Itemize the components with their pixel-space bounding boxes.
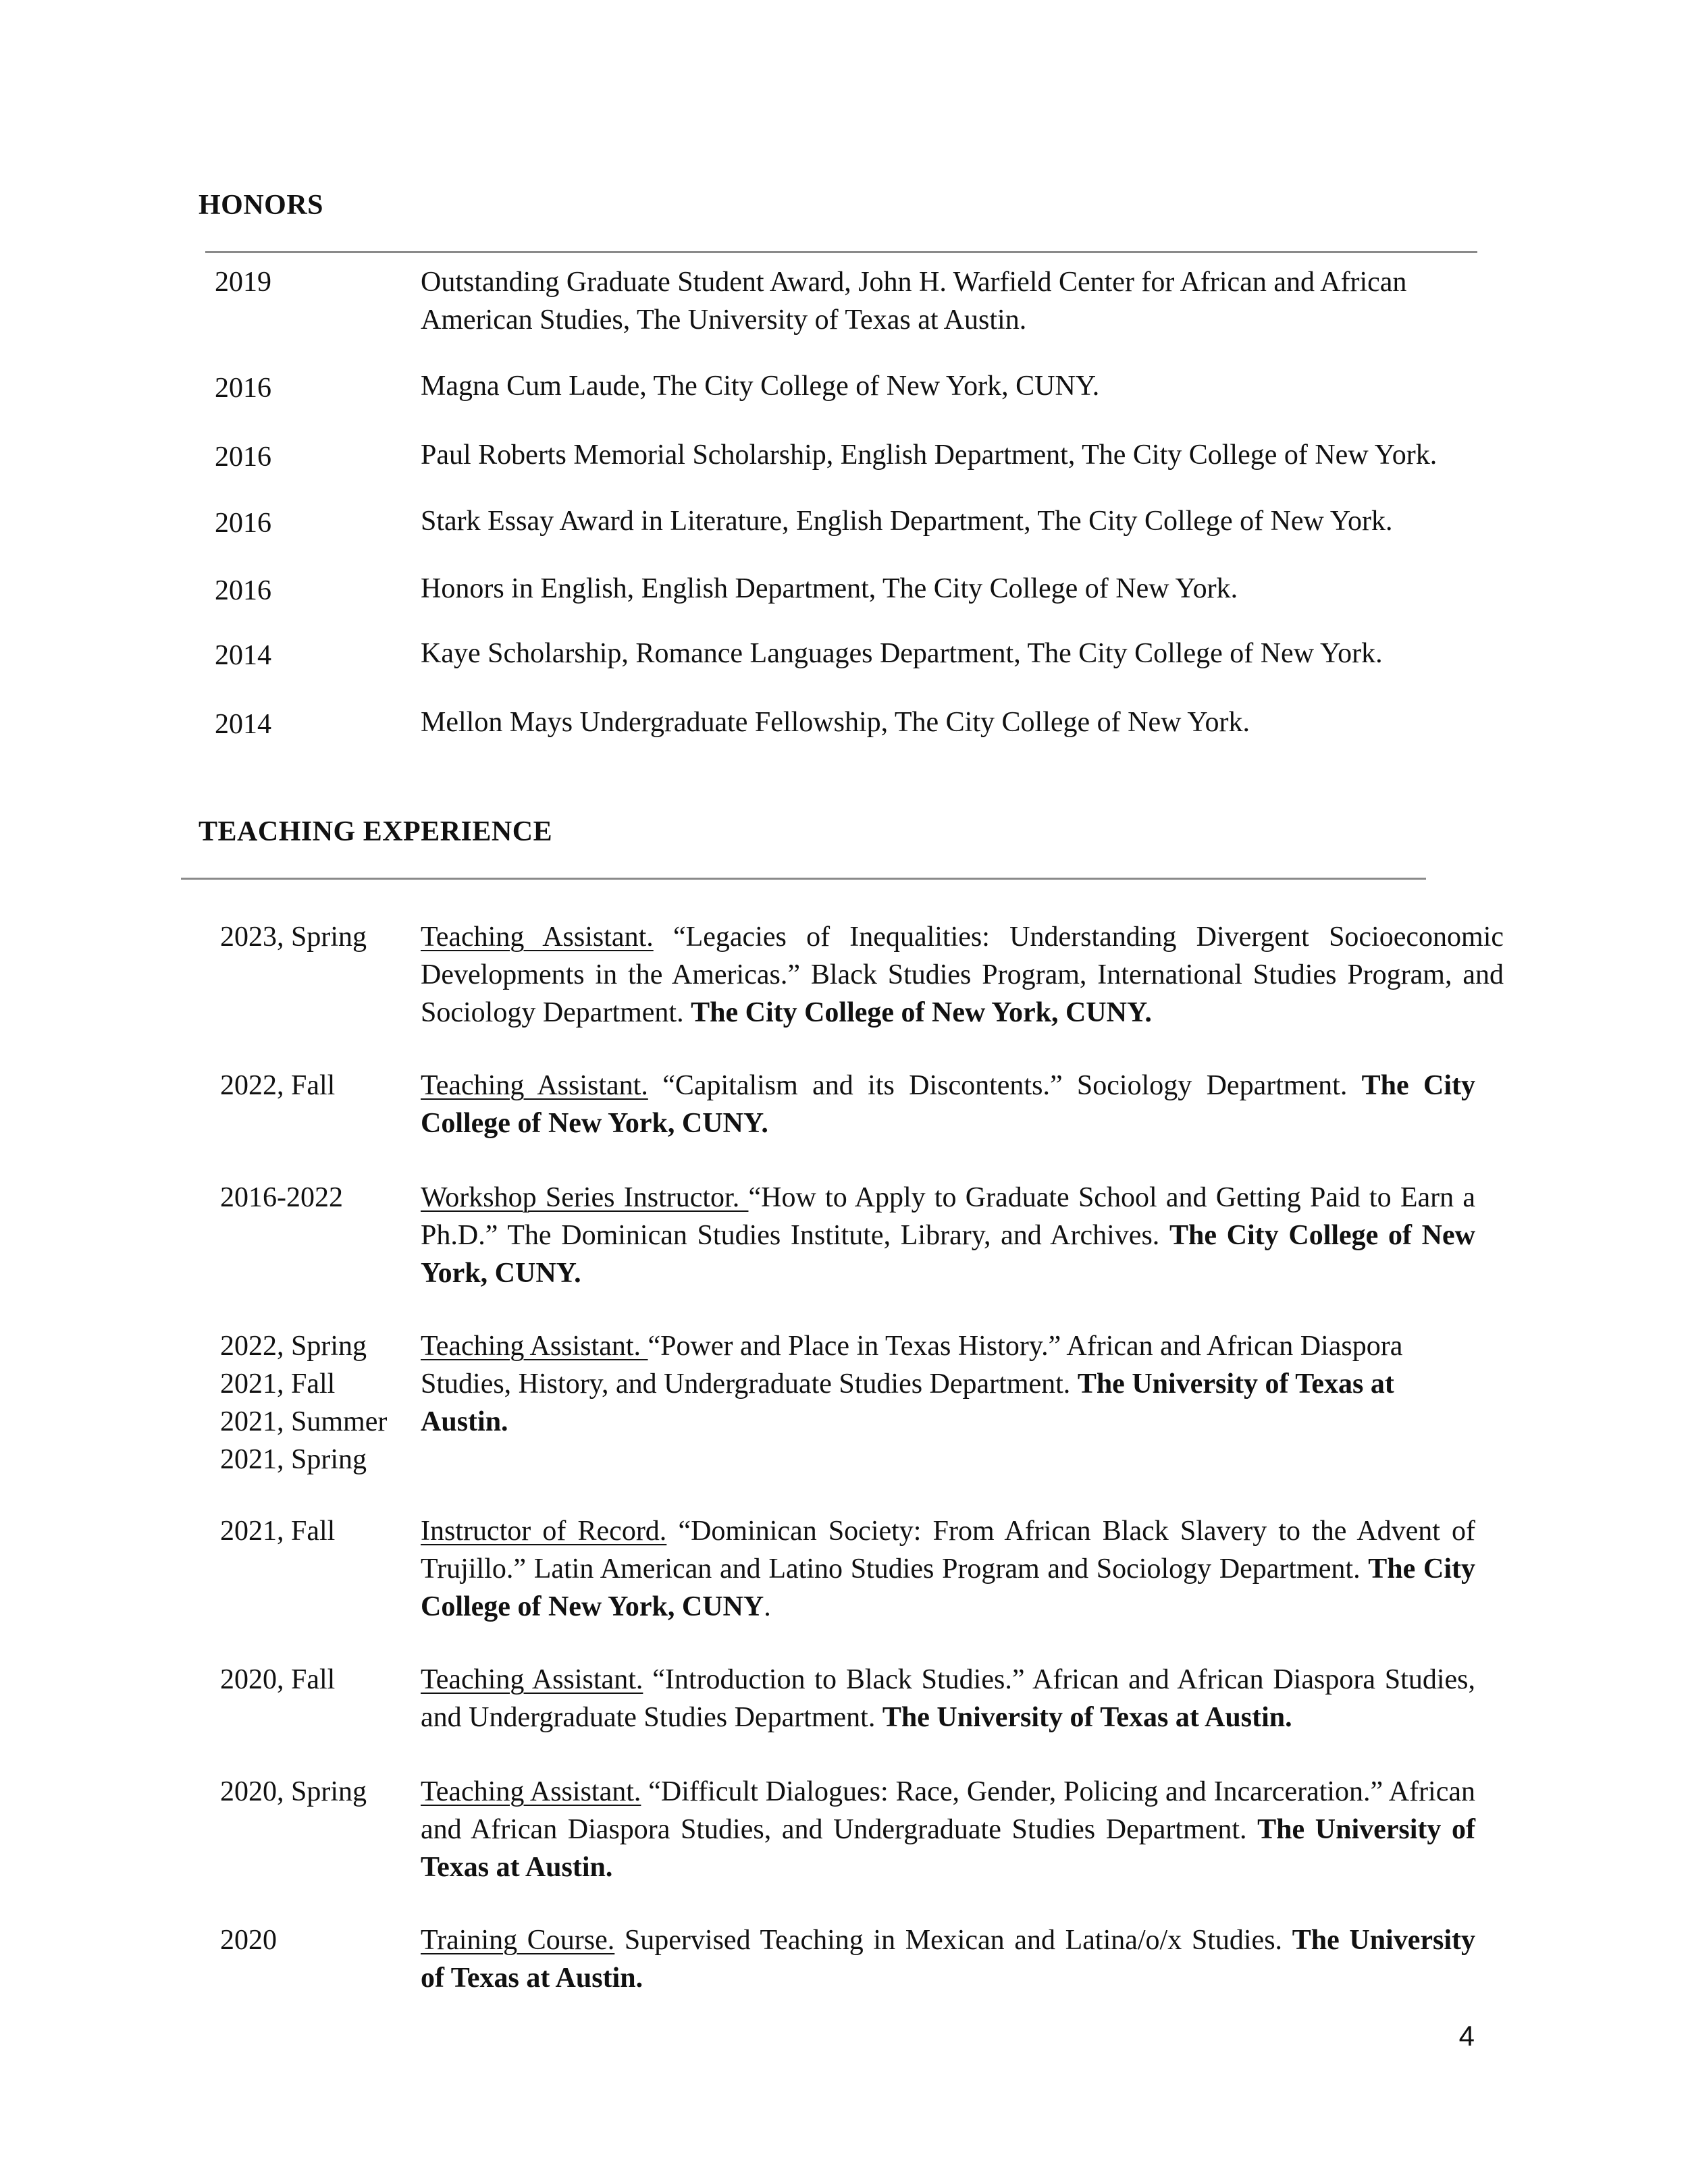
teaching-heading: TEACHING EXPERIENCE xyxy=(199,816,553,847)
teaching-details: “How to Apply to Graduate School and Getting Paid to Earn a Ph.D.” The Dominican Studies Institute, Library, and Archives. xyxy=(421,1182,1475,1251)
teaching-description xyxy=(421,1661,1475,1736)
teaching-role: Teaching Assistant. xyxy=(421,1070,648,1101)
teaching-details: “Capitalism and its Discontents.” Sociology Department. xyxy=(648,1070,1362,1101)
teaching-description xyxy=(421,1773,1475,1886)
teaching-role: Teaching Assistant. xyxy=(421,922,654,953)
honor-year: 2016 xyxy=(215,508,271,539)
teaching-details: “Difficult Dialogues: Race, Gender, Policing and Incarceration.” African and African Diaspora Studies, and Undergraduate Studies Department. xyxy=(421,1776,1476,1845)
teaching-institution: The University of Texas at Austin. xyxy=(421,1925,1476,1994)
teaching-institution: The University of Texas at Austin. xyxy=(882,1702,1292,1733)
teaching-details: “Legacies of Inequalities: Understanding Divergent Socioeconomic Developments in the Americas.” Black Studies Program, International Studies Program, and Sociology Department. xyxy=(421,922,1504,1028)
teaching-dates xyxy=(220,1179,343,1217)
teaching-role: Teaching Assistant. xyxy=(421,1331,648,1362)
honor-year: 2014 xyxy=(215,640,271,671)
teaching-dates xyxy=(220,1773,367,1811)
teaching-date: 2016-2022 xyxy=(220,1182,343,1213)
honor-text: Magna Cum Laude, The City College of New York, CUNY. xyxy=(421,371,1100,402)
honor-year: 2016 xyxy=(215,575,271,606)
teaching-role: Instructor of Record. xyxy=(421,1516,667,1547)
teaching-details: “Introduction to Black Studies.” African and African Diaspora Studies, and Undergraduate Studies Department. xyxy=(421,1664,1475,1733)
honors-heading: HONORS xyxy=(199,190,324,221)
teaching-date: 2022, Fall xyxy=(220,1070,336,1101)
teaching-dates xyxy=(220,1512,335,1550)
teaching-date: 2020, Spring xyxy=(220,1776,367,1807)
teaching-date: 2020, Fall xyxy=(220,1664,336,1695)
honor-text: Honors in English, English Department, The City College of New York. xyxy=(421,573,1238,604)
teaching-dates xyxy=(220,1327,387,1479)
teaching-details: Supervised Teaching in Mexican and Latina/o/x Studies. xyxy=(614,1925,1292,1956)
teaching-description xyxy=(421,1921,1475,1997)
teaching-role: Teaching Assistant. xyxy=(421,1776,641,1807)
teaching-dates xyxy=(220,1067,335,1104)
teaching-description xyxy=(421,918,1504,1032)
teaching-institution: The University of Texas at Austin. xyxy=(421,1814,1475,1883)
teaching-date: 2021, Spring xyxy=(220,1444,367,1475)
honor-text: Outstanding Graduate Student Award, John H. Warfield Center for African and African American Studies, The University of Texas at Austin. xyxy=(421,267,1407,336)
honor-text: Kaye Scholarship, Romance Languages Department, The City College of New York. xyxy=(421,638,1383,669)
teaching-date: 2022, Spring xyxy=(220,1331,367,1362)
honor-text: Paul Roberts Memorial Scholarship, English Department, The City College of New York. xyxy=(421,440,1438,471)
teaching-description xyxy=(421,1179,1475,1292)
teaching-dates xyxy=(220,1661,335,1699)
teaching-institution: The City College of New York, CUNY. xyxy=(421,1220,1475,1289)
teaching-description xyxy=(421,1067,1475,1142)
teaching-institution: The University of Texas at Austin. xyxy=(421,1368,1394,1437)
page-number: 4 xyxy=(1458,2020,1475,2052)
teaching-date: 2023, Spring xyxy=(220,922,367,953)
teaching-details: “Dominican Society: From African Black Slavery to the Advent of Trujillo.” Latin American and Latino Studies Program and Sociology Department. xyxy=(421,1516,1475,1584)
honor-year: 2019 xyxy=(215,267,271,298)
teaching-role: Training Course. xyxy=(421,1925,615,1956)
teaching-institution: The City College of New York, CUNY xyxy=(421,1553,1476,1622)
honor-year: 2016 xyxy=(215,373,271,404)
teaching-role: Workshop Series Instructor. xyxy=(421,1182,749,1213)
teaching-date: 2021, Fall xyxy=(220,1516,336,1547)
teaching-date: 2021, Summer xyxy=(220,1406,388,1437)
honor-year: 2014 xyxy=(215,709,271,740)
teaching-dates xyxy=(220,918,367,956)
honor-text: Stark Essay Award in Literature, English Department, The City College of New York. xyxy=(421,506,1393,537)
teaching-institution: The City College of New York, CUNY. xyxy=(421,1070,1476,1139)
honor-year: 2016 xyxy=(215,442,271,473)
teaching-description xyxy=(421,1327,1474,1441)
honor-text: Mellon Mays Undergraduate Fellowship, The City College of New York. xyxy=(421,707,1250,738)
honors-divider xyxy=(205,251,1477,253)
teaching-dates xyxy=(220,1921,277,1959)
teaching-divider xyxy=(181,878,1426,880)
teaching-details: “Power and Place in Texas History.” African and African Diaspora Studies, History, and Undergraduate Studies Department. xyxy=(421,1331,1403,1400)
teaching-date: 2021, Fall xyxy=(220,1368,336,1400)
teaching-tail: . xyxy=(764,1591,771,1622)
teaching-date: 2020 xyxy=(220,1925,277,1956)
teaching-institution: The City College of New York, CUNY. xyxy=(691,997,1152,1028)
teaching-description xyxy=(421,1512,1475,1626)
teaching-role: Teaching Assistant. xyxy=(421,1664,643,1695)
